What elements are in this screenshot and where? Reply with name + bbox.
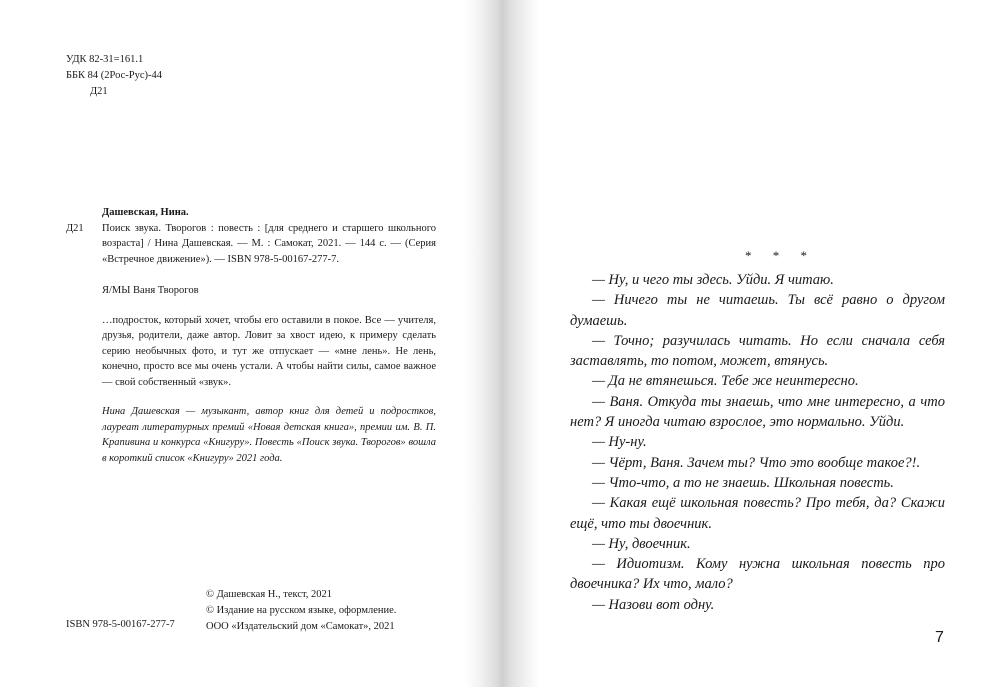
series-line: Я/МЫ Ваня Творогов — [102, 285, 199, 296]
dialog-paragraph: — Чёрт, Ваня. Зачем ты? Что это вообще такое?!. — [592, 454, 921, 471]
author-name: Дашевская, Нина. — [102, 207, 189, 218]
bibliographic-record — [66, 205, 436, 466]
story-text — [570, 270, 945, 615]
bbk-code: ББК 84 (2Рос-Рус)-44 — [66, 70, 163, 81]
copyright-line: ООО «Издательский дом «Самокат», 2021 — [206, 621, 395, 632]
catalog-codes — [66, 52, 162, 100]
udk-code: УДК 82-31=161.1 — [66, 54, 144, 65]
copyright-line: © Дашевская Н., текст, 2021 — [206, 589, 333, 600]
dialog-paragraph: — Ну-ну. — [592, 434, 647, 451]
dialog-paragraph: — Ничего ты не читаешь. Ты всё равно о другом думаешь. — [570, 292, 945, 329]
book-gutter — [465, 0, 540, 687]
dialog-paragraph: — Ну, и чего ты здесь. Уйди. Я читаю. — [592, 272, 834, 288]
author-mark: Д21 — [90, 86, 108, 97]
copyright-block — [206, 587, 396, 635]
section-separator: * * * — [745, 248, 816, 263]
dialog-paragraph: — Ваня. Откуда ты знаешь, что мне интересно, а что нет? Я иногда читаю взрослое, это нормально. Уйди. — [570, 393, 945, 431]
annotation: …подросток, который хочет, чтобы его оставили в покое. Все — учителя, друзья, родители, даже автор. Ловит за хвост идею, к примеру сделать серию необычных фото, и тут же отпускает — «мне лень». Не лень, конечно, просто все мы очень устали. А чтобы найти силы, самое важное — свой собственный «звук». — [102, 314, 436, 388]
copyright-line: © Издание на русском языке, оформление. — [206, 605, 397, 616]
dialog-paragraph: — Точно; разучилась читать. Но если сначала себя заставлять, то потом, может, втянусь. — [570, 332, 945, 370]
isbn: ISBN 978-5-00167-277-7 — [66, 619, 175, 630]
book-description: Поиск звука. Творогов : повесть : [для среднего и старшего школьного возраста] / Нина Дашевская. — М. : Самокат, 2021. — 144 с. — (Серия «Встречное движение»). — ISBN 978-5-00167-277-7. — [102, 222, 436, 265]
record-code: Д21 — [66, 222, 84, 234]
dialog-paragraph: — Какая ещё школьная повесть? Про тебя, да? Скажи ещё, что ты двоечник. — [570, 495, 945, 532]
dialog-paragraph: — Ну, двоечник. — [592, 535, 691, 552]
dialog-paragraph: — Назови вот одну. — [592, 596, 715, 613]
dialog-paragraph: — Да не втянешься. Тебе же неинтересно. — [592, 373, 859, 390]
dialog-paragraph: — Идиотизм. Кому нужна школьная повесть про двоечника? Их что, мало? — [570, 556, 945, 593]
about-author: Нина Дашевская — музыкант, автор книг для детей и подростков, лауреат литературных премий «Новая детская книга», премии им. В. П. Крапивина и конкурса «Книгуру». Повесть «Поиск звука. Творогов» вошла в короткий список «Книгуру» 2021 года. — [102, 406, 436, 464]
page-number: 7 — [935, 629, 944, 646]
dialog-paragraph: — Что-что, а то не знаешь. Школьная повесть. — [592, 474, 894, 491]
description-row — [66, 221, 436, 268]
